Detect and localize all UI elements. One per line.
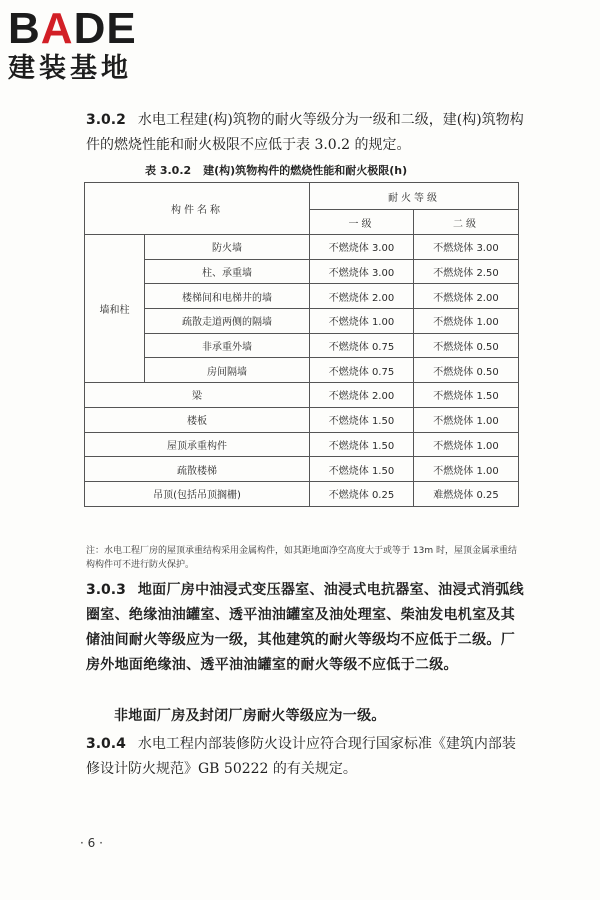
header-rating: 耐火等级 bbox=[310, 183, 519, 210]
table-row bbox=[85, 235, 519, 260]
row-level-2: 不燃烧体 1.50 bbox=[414, 383, 519, 408]
row-name: 楼梯间和电梯井的墙 bbox=[145, 284, 310, 309]
clause-text: 地面厂房中油浸式变压器室、油浸式电抗器室、油浸式消弧线圈室、绝缘油油罐室、透平油油罐室及油处理室、柴油发电机室及其储油间耐火等级应为一级，其他建筑的耐火等级均不应低于二级。厂房外地面绝缘油、透平油油罐室的耐火等级不应低于二级。 bbox=[86, 582, 524, 673]
header-level-2: 二级 bbox=[414, 210, 519, 235]
clause-3-0-3-extra bbox=[86, 704, 526, 729]
clause-number: 3.0.4 bbox=[86, 736, 126, 752]
table-row bbox=[85, 481, 519, 506]
fire-resistance-table bbox=[84, 182, 519, 507]
table-row bbox=[85, 407, 519, 432]
row-level-2: 不燃烧体 1.00 bbox=[414, 457, 519, 482]
header-level-1: 一级 bbox=[310, 210, 414, 235]
row-level-2: 不燃烧体 3.00 bbox=[414, 235, 519, 260]
row-name: 非承重外墙 bbox=[145, 333, 310, 358]
group-label: 墙和柱 bbox=[85, 235, 145, 383]
table-row bbox=[85, 358, 519, 383]
row-level-1: 不燃烧体 1.00 bbox=[310, 309, 414, 334]
row-name: 屋顶承重构件 bbox=[85, 432, 310, 457]
page-number: · 6 · bbox=[80, 836, 103, 850]
row-level-2: 难燃烧体 0.25 bbox=[414, 481, 519, 506]
clause-3-0-4 bbox=[86, 732, 526, 782]
row-level-1: 不燃烧体 1.50 bbox=[310, 457, 414, 482]
table-caption bbox=[145, 162, 505, 178]
row-level-1: 不燃烧体 2.00 bbox=[310, 383, 414, 408]
row-name: 楼板 bbox=[85, 407, 310, 432]
table-row bbox=[85, 432, 519, 457]
row-level-1: 不燃烧体 1.50 bbox=[310, 432, 414, 457]
clause-3-0-3 bbox=[86, 578, 526, 678]
table-row bbox=[85, 457, 519, 482]
row-level-1: 不燃烧体 0.25 bbox=[310, 481, 414, 506]
logo-subtitle: 建装基地 bbox=[8, 53, 132, 84]
table-row bbox=[85, 309, 519, 334]
clause-number: 3.0.2 bbox=[86, 112, 126, 128]
clause-text: 非地面厂房及封闭厂房耐火等级应为一级。 bbox=[114, 708, 386, 724]
logo-wordmark: BADE bbox=[8, 4, 137, 53]
clause-text: 水电工程内部装修防火设计应符合现行国家标准《建筑内部装修设计防火规范》GB 50222 的有关规定。 bbox=[86, 736, 516, 777]
table-header-row bbox=[85, 183, 519, 210]
table-note: 注：水电工程厂房的屋顶承重结构采用金属构件，如其距地面净空高度大于或等于 13m 时，屋顶金属承重结构构件可不进行防火保护。 bbox=[86, 546, 517, 570]
row-level-2: 不燃烧体 2.00 bbox=[414, 284, 519, 309]
header-component: 构件名称 bbox=[85, 183, 310, 235]
row-level-2: 不燃烧体 0.50 bbox=[414, 358, 519, 383]
clause-3-0-2 bbox=[86, 108, 526, 158]
clause-text: 水电工程建(构)筑物的耐火等级分为一级和二级，建(构)筑物构件的燃烧性能和耐火极限不应低于表 3.0.2 的规定。 bbox=[86, 112, 524, 153]
row-name: 防火墙 bbox=[145, 235, 310, 260]
table-row bbox=[85, 333, 519, 358]
clause-number: 3.0.3 bbox=[86, 582, 126, 598]
table-title: 建(构)筑物构件的燃烧性能和耐火极限(h) bbox=[203, 164, 408, 177]
row-name: 房间隔墙 bbox=[145, 358, 310, 383]
row-level-1: 不燃烧体 0.75 bbox=[310, 333, 414, 358]
row-level-2: 不燃烧体 2.50 bbox=[414, 259, 519, 284]
table-number: 表 3.0.2 bbox=[145, 164, 192, 177]
row-name: 吊顶(包括吊顶搁栅) bbox=[85, 481, 310, 506]
row-level-1: 不燃烧体 3.00 bbox=[310, 235, 414, 260]
row-name: 柱、承重墙 bbox=[145, 259, 310, 284]
brand-logo bbox=[8, 6, 137, 86]
row-level-1: 不燃烧体 3.00 bbox=[310, 259, 414, 284]
table-row bbox=[85, 259, 519, 284]
row-level-2: 不燃烧体 1.00 bbox=[414, 309, 519, 334]
row-level-2: 不燃烧体 1.00 bbox=[414, 432, 519, 457]
row-name: 疏散楼梯 bbox=[85, 457, 310, 482]
table-row bbox=[85, 284, 519, 309]
table-row bbox=[85, 383, 519, 408]
row-level-1: 不燃烧体 0.75 bbox=[310, 358, 414, 383]
row-level-1: 不燃烧体 2.00 bbox=[310, 284, 414, 309]
row-level-1: 不燃烧体 1.50 bbox=[310, 407, 414, 432]
row-level-2: 不燃烧体 0.50 bbox=[414, 333, 519, 358]
row-name: 梁 bbox=[85, 383, 310, 408]
row-level-2: 不燃烧体 1.00 bbox=[414, 407, 519, 432]
row-name: 疏散走道两侧的隔墙 bbox=[145, 309, 310, 334]
